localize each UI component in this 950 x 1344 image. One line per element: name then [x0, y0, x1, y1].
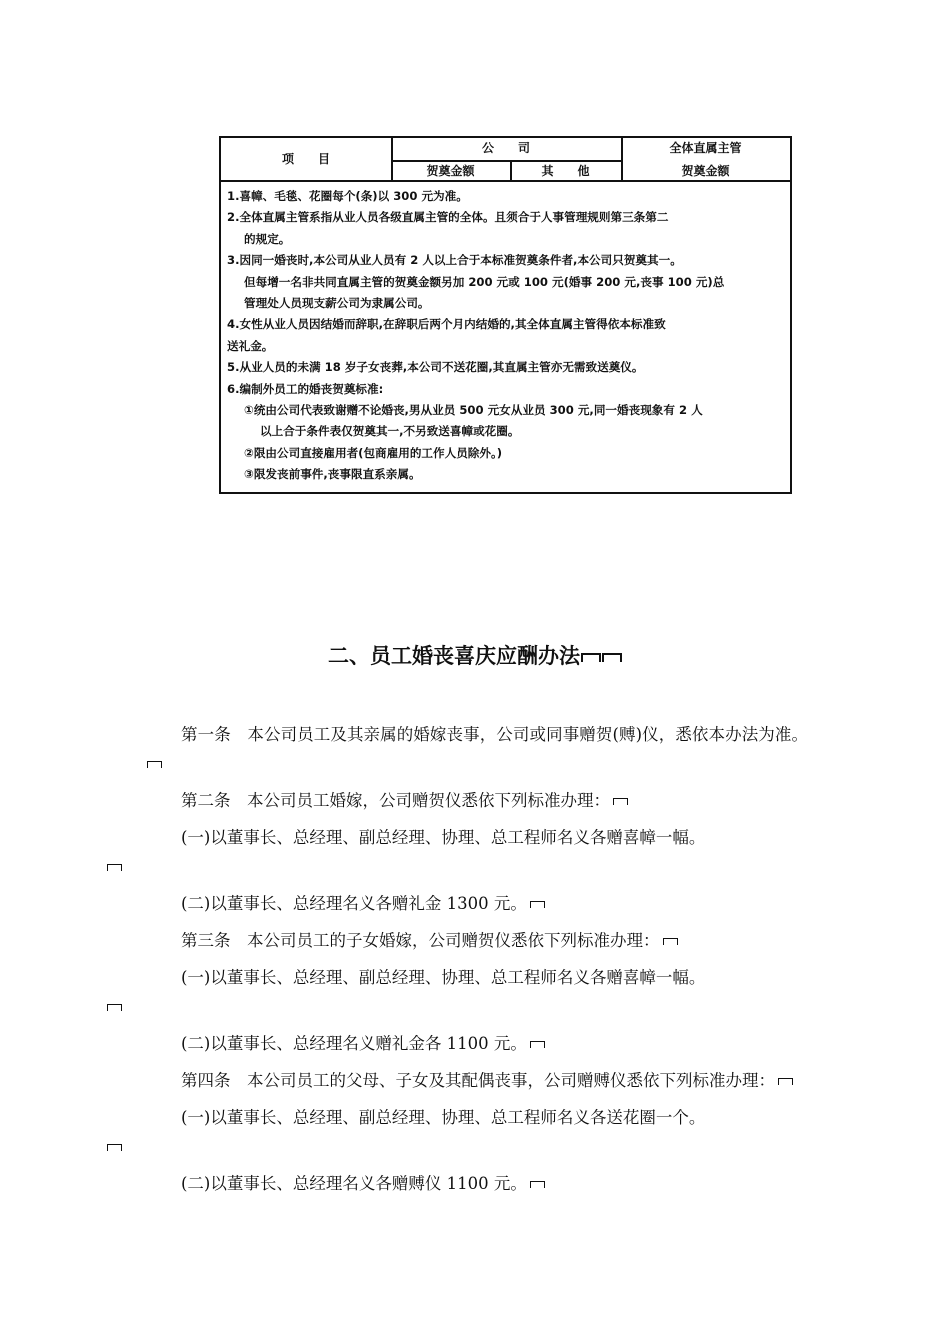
header-company: 公 司	[481, 141, 530, 155]
note-line: ③限发丧前事件,丧事限直系亲属。	[244, 467, 421, 482]
paragraph-mark-icon	[602, 653, 622, 662]
paragraph	[144, 1103, 808, 1161]
paragraph-mark-icon	[530, 901, 545, 908]
note-line: 送礼金。	[227, 338, 274, 353]
paragraph-mark-icon	[107, 864, 122, 871]
document-body	[144, 720, 808, 1206]
paragraph-text: 第二条 本公司员工婚嫁，公司赠贺仪悉依下列标准办理：	[181, 791, 610, 810]
note-line: 3.因同一婚丧时,本公司从业人员有 2 人以上合于本标准贺奠条件者,本公司只贺奠其一。	[227, 253, 682, 268]
section-title	[0, 641, 950, 671]
paragraph	[144, 963, 808, 1021]
paragraph-mark-icon	[147, 761, 162, 768]
note-line: 6.编制外员工的婚丧贺奠标准:	[227, 381, 384, 396]
note-line: 1.喜幛、毛毯、花圈每个(条)以 300 元为准。	[227, 189, 468, 203]
paragraph-mark-icon	[613, 798, 628, 805]
paragraph-text: (二)以董事长、总经理名义各赠礼金 1300 元。	[181, 894, 527, 913]
paragraph-mark-icon	[778, 1078, 793, 1085]
paragraph-mark-icon	[107, 1004, 122, 1011]
paragraph-text: 第一条 本公司员工及其亲属的婚嫁丧事，公司或同事赠贺(赙)仪，悉依本办法为准。	[181, 725, 808, 744]
paragraph-mark-icon	[107, 1144, 122, 1151]
paragraph-mark-icon	[663, 938, 678, 945]
header-item: 项 目	[281, 152, 330, 166]
note-line: 5.从业人员的未满 18 岁子女丧葬,本公司不送花圈,其直属主管亦无需致送奠仪。	[227, 360, 644, 375]
header-supervisor-line1: 全体直属主管	[669, 141, 742, 155]
paragraph-text: 第三条 本公司员工的子女婚嫁，公司赠贺仪悉依下列标准办理：	[181, 931, 660, 950]
note-line: ①统由公司代表致谢赠不论婚丧,男从业员 500 元女从业员 300 元,同一婚丧现象有 2 人	[244, 403, 703, 418]
paragraph-mark-icon	[530, 1041, 545, 1048]
note-line: 2.全体直属主管系指从业人员各级直属主管的全体。且须合于人事管理规则第三条第二	[227, 210, 669, 225]
note-line: ②限由公司直接雇用者(包商雇用的工作人员除外。)	[244, 445, 503, 460]
paragraph	[144, 1066, 808, 1095]
paragraph-text: (一)以董事长、总经理、副总经理、协理、总工程师名义各赠喜幛一幅。	[181, 828, 706, 847]
section-title-text: 二、员工婚丧喜庆应酬办法	[328, 644, 580, 668]
paragraph	[144, 786, 808, 815]
paragraph-text: (二)以董事长、总经理名义赠礼金各 1100 元。	[181, 1034, 527, 1053]
paragraph	[144, 1169, 808, 1198]
note-line: 但每增一名非共同直属主管的贺奠金额另加 200 元或 100 元(婚事 200 元,丧事 100 元)总	[244, 274, 725, 289]
paragraph-text: (二)以董事长、总经理名义各赠赙仪 1100 元。	[181, 1174, 527, 1193]
paragraph-text: (一)以董事长、总经理、副总经理、协理、总工程师名义各送花圈一个。	[181, 1108, 706, 1127]
header-company-other: 其 他	[541, 164, 590, 178]
note-line: 4.女性从业人员因结婚而辞职,在辞职后两个月内结婚的,其全体直属主管得依本标准致	[227, 317, 666, 332]
note-line: 以上合于条件表仅贺奠其一,不另致送喜幛或花圈。	[260, 424, 520, 439]
paragraph	[144, 823, 808, 881]
table-header	[221, 138, 790, 182]
paragraph-mark-icon	[530, 1181, 545, 1188]
header-company-amount: 贺奠金额	[426, 164, 475, 178]
paragraph	[144, 926, 808, 955]
table-notes	[227, 186, 784, 486]
paragraph-text: (一)以董事长、总经理、副总经理、协理、总工程师名义各赠喜幛一幅。	[181, 968, 706, 987]
paragraph-text: 第四条 本公司员工的父母、子女及其配偶丧事，公司赠赙仪悉依下列标准办理：	[181, 1071, 775, 1090]
note-line: 的规定。	[244, 231, 291, 246]
paragraph	[144, 720, 808, 778]
header-supervisor-line2: 贺奠金额	[681, 164, 730, 178]
paragraph	[144, 1029, 808, 1058]
note-line: 管理处人员现支薪公司为隶属公司。	[244, 296, 430, 311]
paragraph	[144, 889, 808, 918]
paragraph-mark-icon	[581, 653, 601, 662]
scanned-table	[219, 136, 792, 494]
